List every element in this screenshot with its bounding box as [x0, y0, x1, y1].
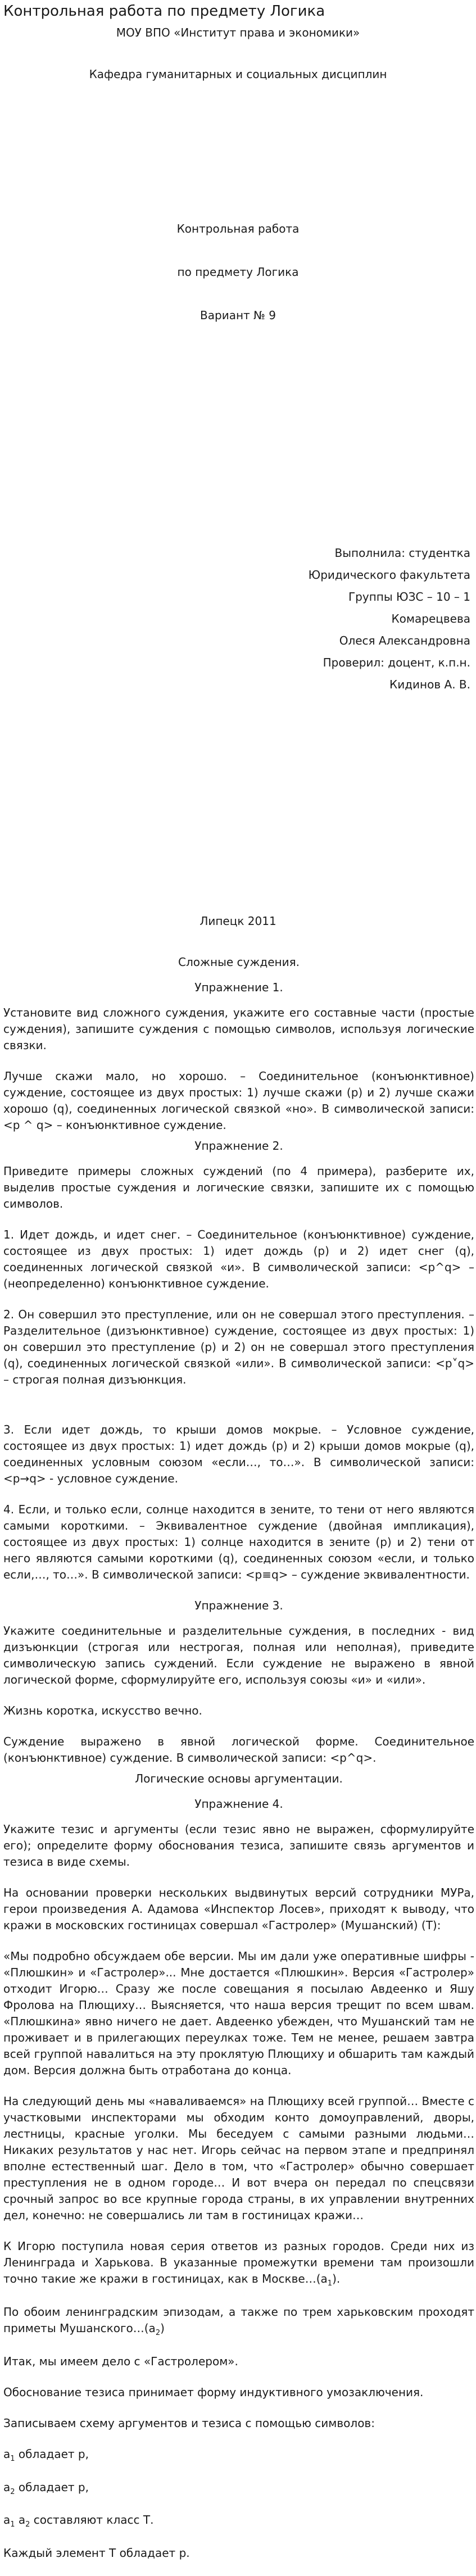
- exercise-answer: Лучше скажи мало, но хорошо. – Соединительное (конъюнктивное) суждение, состоящее из двух простых: 1) лучше скажи (р) и 2) лучше скажи хорошо (q), соединенных логической связкой «но». В символической записи: <p ^ q> – конъюнктивное суждение.: [3, 1069, 474, 1132]
- scheme-line: [3, 2512, 474, 2530]
- section-heading: Сложные суждения.: [178, 955, 300, 969]
- author-line: Комарецвева: [391, 612, 470, 625]
- work-type: Контрольная работа: [176, 222, 300, 235]
- author-line: Выполнила: студентка: [334, 546, 470, 560]
- exercise-title: Упражнение 3.: [194, 1599, 283, 1612]
- quote: [3, 2304, 474, 2339]
- author-line: Юридического факультета: [308, 568, 470, 582]
- exercise-task: Приведите примеры сложных суждений (по 4 примера), разберите их, выделив простые суждения и логические связки, запишите их с помощью символов.: [3, 1164, 474, 1210]
- subscript: 1: [327, 2279, 333, 2288]
- subscript: 2: [10, 2487, 15, 2496]
- quote: Жизнь коротка, искусство вечно.: [3, 1704, 202, 1717]
- exercise-title: Упражнение 1.: [194, 981, 283, 994]
- document-body: [3, 954, 474, 2576]
- exercise-intro: На основании проверки нескольких выдвинутых версий сотрудники МУРа, герои произведения А. Адамова «Инспектор Лосев», приходят к выводу, что кражи в московских гостиницах совершал «Гастролер» (Мушанский) (Т):: [3, 1886, 474, 1932]
- author-line: Кидинов А. В.: [389, 678, 470, 691]
- quote-text: ).: [332, 2272, 341, 2285]
- quote-text: По обоим ленинградским эпизодам, а также по трем харьковским проходят приметы Мушанского…(а: [3, 2305, 474, 2335]
- scheme-text: обладает р,: [15, 2480, 89, 2494]
- variant: Вариант № 9: [200, 309, 276, 322]
- scheme-text: составляют класс Т.: [30, 2513, 154, 2527]
- exercise-task: Установите вид сложного суждения, укажите его составные части (простые суждения), запишите суждения с помощью символов, используя логические связки.: [3, 1006, 474, 1052]
- author-line: Проверил: доцент, к.п.н.: [323, 656, 470, 669]
- scheme-title: Записываем схему аргументов и тезиса с помощью символов:: [3, 2416, 375, 2430]
- exercise-answer: Суждение выражено в явной логической форме. Соединительное (конъюнктивное) суждение. В символической записи: <р^q>.: [3, 1735, 474, 1765]
- exercise-title: Упражнение 2.: [194, 1139, 283, 1153]
- quote: «Мы подробно обсуждаем обе версии. Мы им дали уже оперативные шифры - «Плюшкин» и «Гастролер»... Мне достается «Плюшкин». Версия «Гастролер» отходит Игорю… Сразу же после совещания я посылаю Авдеенко и Яшу Фролова на Плющиху… Выясняется, что наша версия трещит по всем швам. «Плюшкина» явно ничего не дает. Авдеенко убежден, что Мушанский там не проживает и в прилегающих переулках тоже. Тем не менее, решаем завтра всей группой навалиться на эту проклятую Плющиху и обшарить там каждый дом. Версия должна быть отработана до конца.: [3, 1949, 474, 2077]
- quote: На следующий день мы «наваливаемся» на Плющиху всей группой… Вместе с участковыми инспекторами мы обходим конто домоуправлений, дворы, лестницы, красные уголки. Мы беседуем с самыми разными людьми… Никаких результатов у нас нет. Игорь сейчас на первом этапе и предпринял вполне естественный шаг. Дело в том, что «Гастролер» обычно совершает преступления не в одном городе… И вот вчера он передал по спецсвязи срочный запрос во все крупные города страны, в их управлении внутренних дел, конечно: не совершались ли там в гостиницах кражи…: [3, 2094, 474, 2222]
- author-line: Олеся Александровна: [339, 634, 470, 647]
- scheme-line: [3, 2446, 474, 2465]
- symbol: a: [15, 2513, 26, 2527]
- section-heading: Логические основы аргументации.: [135, 1772, 343, 1785]
- subscript: 2: [155, 2328, 161, 2337]
- exercise-title: Упражнение 4.: [194, 1797, 283, 1811]
- subscript: 1: [10, 2520, 15, 2529]
- exercise-task: Укажите тезис и аргументы (если тезис явно не выражен, сформулируйте его); определите форму обоснования тезиса, запишите связь аргументов и тезиса в виде схемы.: [3, 1822, 474, 1868]
- scheme-line: Каждый элемент Т обладает р.: [3, 2546, 190, 2560]
- symbol: a: [3, 2480, 11, 2494]
- example-item: 2. Он совершил это преступление, или он не совершал этого преступления. – Разделительное (дизъюнктивное) суждение, состоящее из двух простых: 1) он совершил это преступление (р) и 2) он не совершал этого преступления (q), соединенных логической связкой «или». В символической записи: <р˅q> – строгая полная дизъюнкция.: [3, 1308, 474, 1386]
- institute-name: МОУ ВПО «Институт права и экономики»: [116, 26, 360, 39]
- conclusion: Итак, мы имеем дело с «Гастролером».: [3, 2354, 238, 2368]
- exercise-task: Укажите соединительные и разделительные суждения, в последних - вид дизъюнкции (строгая или нестрогая, полная или неполная), приведите символическую запись суждений. Если суждение не выражено в явной логической форме, сформулируйте его, используя союзы «и» и «или».: [3, 1624, 474, 1686]
- scheme-line: [3, 2479, 474, 2498]
- subscript: 1: [10, 2454, 15, 2463]
- quote-text: ): [160, 2321, 165, 2335]
- example-item: 1. Идет дождь, и идет снег. – Соединительное (конъюнктивное) суждение, состоящее из двух простых: 1) идет дождь (р) и 2) идет снег (q), соединенных логической связкой «и». В символической записи: <р^q> – (неопределенно) конъюнктивное суждение.: [3, 1228, 474, 1290]
- city-year: Липецк 2011: [200, 914, 276, 928]
- symbol: a: [3, 2447, 11, 2461]
- example-item: 4. Если, и только если, солнце находится в зените, то тени от него являются самыми короткими. – Эквивалентное суждение (двойная импликация), состоящее из двух простых: 1) солнце находится в зените (р) и 2) тени от него являются самыми короткими (q), соединенных союзом «если, и только если,…, то…». В символической записи: <р≡q> – суждение эквивалентности.: [3, 1503, 474, 1581]
- symbol: a: [3, 2513, 11, 2527]
- department-name: Кафедра гуманитарных и социальных дисциплин: [89, 67, 387, 81]
- quote-text: К Игорю поступила новая серия ответов из разных городов. Среди них из Ленинграда и Харькова. В указанные промежутки времени там произошли точно такие же кражи в гостиницах, как в Москве…(а: [3, 2239, 474, 2285]
- example-item: 3. Если идет дождь, то крыши домов мокрые. – Условное суждение, состоящее из двух простых: 1) идет дождь (р) и 2) крыши домов мокрые (q), соединенных условным союзом «если…, то…». В символической записи: <р→q> - условное суждение.: [3, 1423, 474, 1485]
- subject: по предмету Логика: [177, 265, 299, 279]
- subscript: 2: [25, 2520, 30, 2529]
- quote: [3, 2238, 474, 2289]
- scheme-text: обладает р,: [15, 2447, 89, 2461]
- page-title: Контрольная работа по предмету Логика: [3, 3, 325, 20]
- form-note: Обоснование тезиса принимает форму индуктивного умозаключения.: [3, 2385, 424, 2399]
- author-line: Группы ЮЗС – 10 – 1: [348, 590, 470, 604]
